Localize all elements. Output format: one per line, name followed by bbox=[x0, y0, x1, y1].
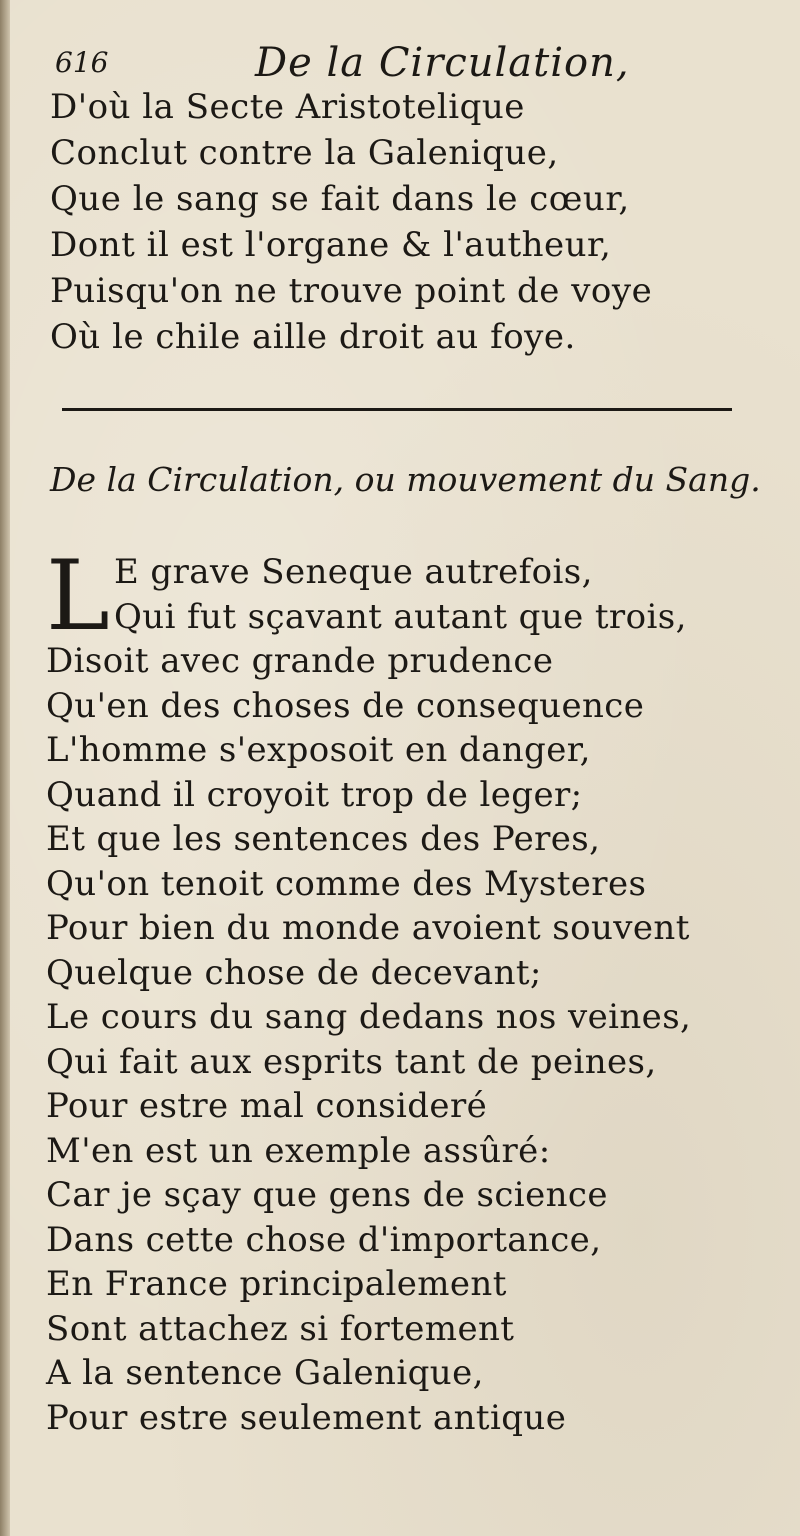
poem-line: En France principalement bbox=[46, 1264, 507, 1304]
section-title: De la Circulation, ou mouvement du Sang. bbox=[50, 460, 761, 499]
verse-line: Où le chile aille droit au foye. bbox=[50, 317, 576, 357]
poem-line: A la sentence Galenique, bbox=[46, 1353, 484, 1393]
page-number: 616 bbox=[55, 46, 109, 79]
verse-line: Conclut contre la Galenique, bbox=[50, 133, 559, 173]
poem-line: Quelque chose de decevant; bbox=[46, 952, 542, 993]
poem-line: Pour estre seulement antique bbox=[46, 1397, 567, 1438]
poem-line: Pour estre mal consideré bbox=[46, 1086, 488, 1126]
verse-line: Que le sang se fait dans le cœur, bbox=[50, 179, 630, 219]
poem-opening bbox=[46, 540, 776, 652]
poem-line: Sont attachez si fortement bbox=[46, 1308, 515, 1349]
section-divider bbox=[62, 408, 732, 411]
poem-line: Le cours du sang dedans nos veines, bbox=[46, 997, 692, 1037]
top-verses bbox=[50, 84, 770, 360]
poem-line: E grave Seneque autrefois, bbox=[114, 552, 593, 592]
poem-line: Et que les sentences des Peres, bbox=[46, 819, 601, 859]
drop-cap: L bbox=[46, 540, 110, 652]
verse-line: D'où la Secte Aristotelique bbox=[50, 87, 525, 127]
poem-line: Dans cette chose d'importance, bbox=[46, 1219, 602, 1260]
poem-line: Qu'on tenoit comme des Mysteres bbox=[46, 863, 647, 904]
verse-line: Dont il est l'organe & l'autheur, bbox=[50, 225, 612, 265]
verse-line: Puisqu'on ne trouve point de voye bbox=[50, 271, 653, 311]
poem-line: Disoit avec grande prudence bbox=[46, 641, 554, 681]
poem-line: Quand il croyoit trop de leger; bbox=[46, 774, 583, 815]
poem-line: L'homme s'exposoit en danger, bbox=[46, 730, 591, 770]
poem-line: Qu'en des choses de consequence bbox=[46, 685, 645, 726]
poem-line: Pour bien du monde avoient souvent bbox=[46, 908, 690, 948]
page-header bbox=[55, 40, 760, 88]
poem-line: Qui fait aux esprits tant de peines, bbox=[46, 1041, 657, 1082]
poem-line: Car je sçay que gens de science bbox=[46, 1175, 608, 1215]
poem-line: Qui fut sçavant autant que trois, bbox=[114, 596, 687, 637]
poem-line: M'en est un exemple assûré: bbox=[46, 1130, 551, 1171]
page-binding-edge bbox=[0, 0, 10, 1536]
running-head: De la Circulation, bbox=[255, 40, 630, 86]
poem bbox=[46, 540, 776, 1440]
